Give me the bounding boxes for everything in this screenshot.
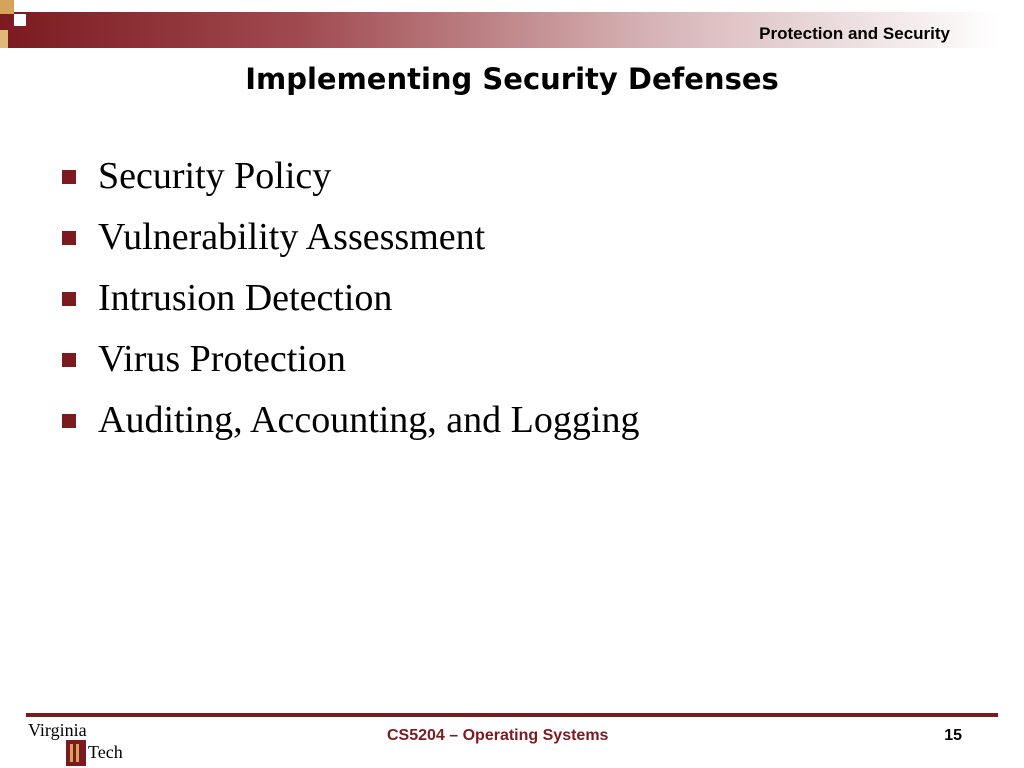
bullet-square-icon [62,414,76,428]
bullet-item [62,145,639,206]
bullet-square-icon [62,170,76,184]
bullet-item [62,389,639,450]
page-number: 15 [944,727,962,744]
logo-shield-stripe [70,744,73,762]
bullet-text: Security Policy [98,154,332,197]
bullet-item [62,267,639,328]
bullet-item [62,328,639,389]
logo-text-virginia: Virginia [28,720,87,740]
virginia-tech-logo [26,718,136,768]
bullet-text: Virus Protection [98,337,346,380]
bullet-square-icon [62,292,76,306]
bullet-list [62,145,639,450]
bullet-text: Auditing, Accounting, and Logging [98,398,640,441]
footer-course: CS5204 – Operating Systems [387,727,609,744]
corner-decoration [0,0,14,14]
footer-divider [26,713,998,717]
bullet-text: Intrusion Detection [98,276,393,319]
slide-title: Implementing Security Defenses [245,62,779,96]
logo-text-tech: Tech [88,742,123,762]
bullet-item [62,206,639,267]
bullet-square-icon [62,353,76,367]
bullet-square-icon [62,231,76,245]
logo-shield-stripe [76,744,79,762]
corner-decoration [14,14,26,26]
section-title: Protection and Security [759,24,950,43]
bullet-text: Vulnerability Assessment [98,215,486,258]
corner-decoration [0,30,8,48]
